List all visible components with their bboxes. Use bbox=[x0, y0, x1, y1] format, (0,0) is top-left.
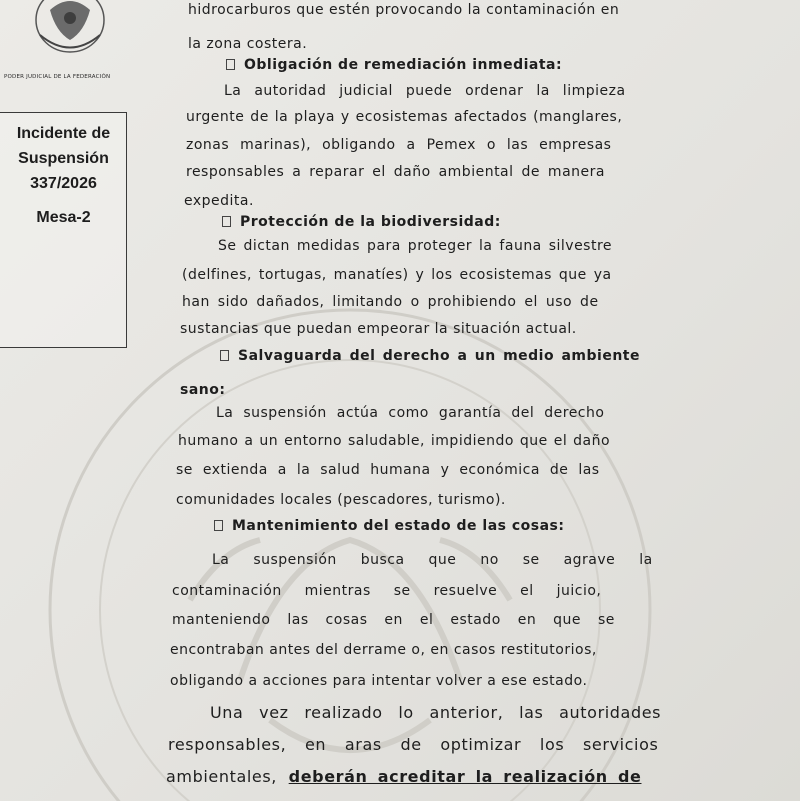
checkbox-bullet-icon bbox=[220, 350, 229, 361]
case-number: 337/2026 bbox=[30, 175, 97, 192]
text-line: responsables, en aras de optimizar los servicios bbox=[168, 735, 659, 754]
section-heading bbox=[222, 214, 501, 230]
text-line: expedita. bbox=[184, 193, 254, 209]
text-line: sustancias que puedan empeorar la situación actual. bbox=[180, 321, 577, 337]
section-heading bbox=[226, 57, 562, 73]
text-line bbox=[224, 83, 664, 99]
text-line: Se dictan medidas para proteger la fauna silvestre bbox=[218, 238, 613, 254]
text-line: urgente de la playa y ecosistemas afectados (manglares, bbox=[186, 109, 623, 125]
case-line-incidente: Incidente de bbox=[16, 125, 111, 142]
text-line: La suspensión busca que no se agrave la bbox=[212, 552, 653, 568]
text-line: comunidades locales (pescadores, turismo). bbox=[176, 492, 506, 508]
heading-text: Salvaguarda del derecho a un medio ambiente bbox=[238, 348, 640, 364]
text-line: se extienda a la salud humana y económica de las bbox=[176, 462, 600, 478]
text-line: encontraban antes del derrame o, en casos restitutorios, bbox=[170, 642, 597, 658]
text-line: manteniendo las cosas en el estado en que se bbox=[172, 612, 615, 628]
case-info-box bbox=[0, 112, 127, 348]
national-emblem-icon bbox=[20, 0, 120, 62]
section-heading bbox=[220, 348, 640, 364]
section-heading bbox=[214, 518, 564, 534]
heading-text: Obligación de remediación inmediata: bbox=[244, 57, 563, 73]
case-mesa: Mesa-2 bbox=[36, 209, 91, 226]
section-heading-continued: sano: bbox=[180, 382, 226, 398]
underlined-text: deberán acreditar la realización de bbox=[288, 767, 642, 786]
text-line: (delfines, tortugas, manatíes) y los ecosistemas que ya bbox=[182, 267, 612, 283]
text-line: contaminación mientras se resuelve el juicio, bbox=[172, 583, 602, 599]
line-text: La autoridad judicial puede ordenar la limpieza bbox=[224, 83, 626, 99]
emblem-caption: PODER JUDICIAL DE LA FEDERACIÓN bbox=[4, 74, 111, 80]
checkbox-bullet-icon bbox=[226, 59, 235, 70]
watermark-seal-icon bbox=[40, 300, 660, 801]
text-line: humano a un entorno saludable, impidiendo que el daño bbox=[178, 433, 611, 449]
text-line bbox=[166, 767, 641, 786]
heading-text: Mantenimiento del estado de las cosas: bbox=[232, 518, 565, 534]
text-line: han sido dañados, limitando o prohibiendo el uso de bbox=[182, 294, 599, 310]
heading-text: Protección de la biodiversidad: bbox=[240, 214, 501, 230]
case-line-suspension: Suspensión bbox=[18, 150, 109, 167]
text-line: zonas marinas), obligando a Pemex o las empresas bbox=[186, 137, 612, 153]
line-text: ambientales, bbox=[166, 767, 277, 786]
text-line: La suspensión actúa como garantía del derecho bbox=[216, 405, 605, 421]
case-title bbox=[0, 121, 127, 196]
text-line: responsables a reparar el daño ambiental de manera bbox=[186, 164, 605, 180]
checkbox-bullet-icon bbox=[214, 520, 223, 531]
checkbox-bullet-icon bbox=[222, 216, 231, 227]
text-line: Una vez realizado lo anterior, las autoridades bbox=[210, 703, 662, 722]
text-line: la zona costera. bbox=[188, 36, 308, 52]
text-line: hidrocarburos que estén provocando la contaminación en bbox=[188, 2, 620, 18]
text-line: obligando a acciones para intentar volver a ese estado. bbox=[170, 673, 588, 689]
